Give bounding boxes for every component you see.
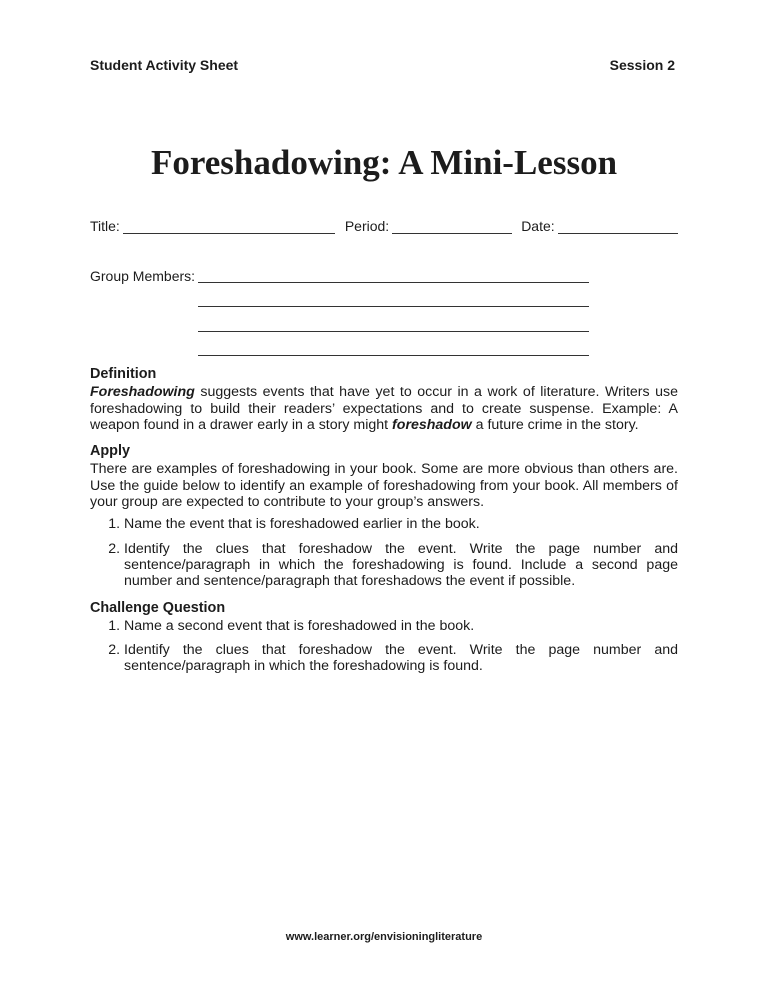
period-field[interactable] [392, 219, 512, 234]
info-row [90, 218, 678, 234]
group-member-line-1[interactable] [198, 268, 589, 283]
apply-heading: Apply [90, 443, 130, 460]
group-members-label: Group Members: [90, 268, 196, 284]
date-label: Date: [521, 218, 555, 234]
challenge-item-2: 2. Identify the clues that foreshadow the event. Write the page number and sentence/paragraph in which the foreshadowing is found. [124, 642, 678, 675]
header-left-text: Student Activity Sheet [90, 57, 239, 73]
title-field[interactable] [123, 219, 335, 234]
challenge-list [90, 618, 678, 675]
challenge-heading: Challenge Question [90, 599, 226, 616]
group-member-line-2[interactable] [198, 293, 589, 307]
page-title: Foreshadowing: A Mini-Lesson [150, 143, 618, 182]
apply-item-2: 2. Identify the clues that foreshadow the event. Write the page number and sentence/paragraph in which the foreshadowing is found. Include a second page number and sentence/paragraph that foreshadows the event if possible. [124, 541, 678, 590]
header-right-text: Session 2 [609, 57, 675, 73]
definition-term-2: foreshadow [392, 416, 472, 433]
apply-list [90, 516, 678, 589]
group-member-line-3[interactable] [198, 318, 589, 332]
apply-paragraph: There are examples of foreshadowing in your book. Some are more obvious than others are. Use the guide below to identify an example of foreshadowing from your book. All members of your group are expected to contribute to your group’s answers. [90, 461, 678, 511]
definition-text-a: suggests events that have yet to occur in a work of literature. Writers use foreshadowing to build their readers’ expectations and to create suspense. Example: A weapon found in a drawer early in a story might [90, 384, 678, 433]
definition-term: Foreshadowing [90, 384, 195, 401]
date-field[interactable] [558, 219, 678, 234]
group-members-row [90, 268, 195, 284]
definition-heading: Definition [90, 366, 157, 382]
definition-text-b: a future crime in the story. [471, 416, 639, 433]
title-label: Title: [90, 218, 120, 234]
challenge-item-1: 1. Name a second event that is foreshadowed in the book. [124, 618, 678, 634]
apply-item-1: 1. Name the event that is foreshadowed earlier in the book. [124, 516, 678, 532]
definition-paragraph [90, 384, 678, 433]
lesson-content [90, 366, 678, 675]
footer-url: www.learner.org/envisioningliterature [285, 931, 483, 943]
period-label: Period: [344, 218, 390, 234]
group-member-line-4[interactable] [198, 342, 589, 356]
